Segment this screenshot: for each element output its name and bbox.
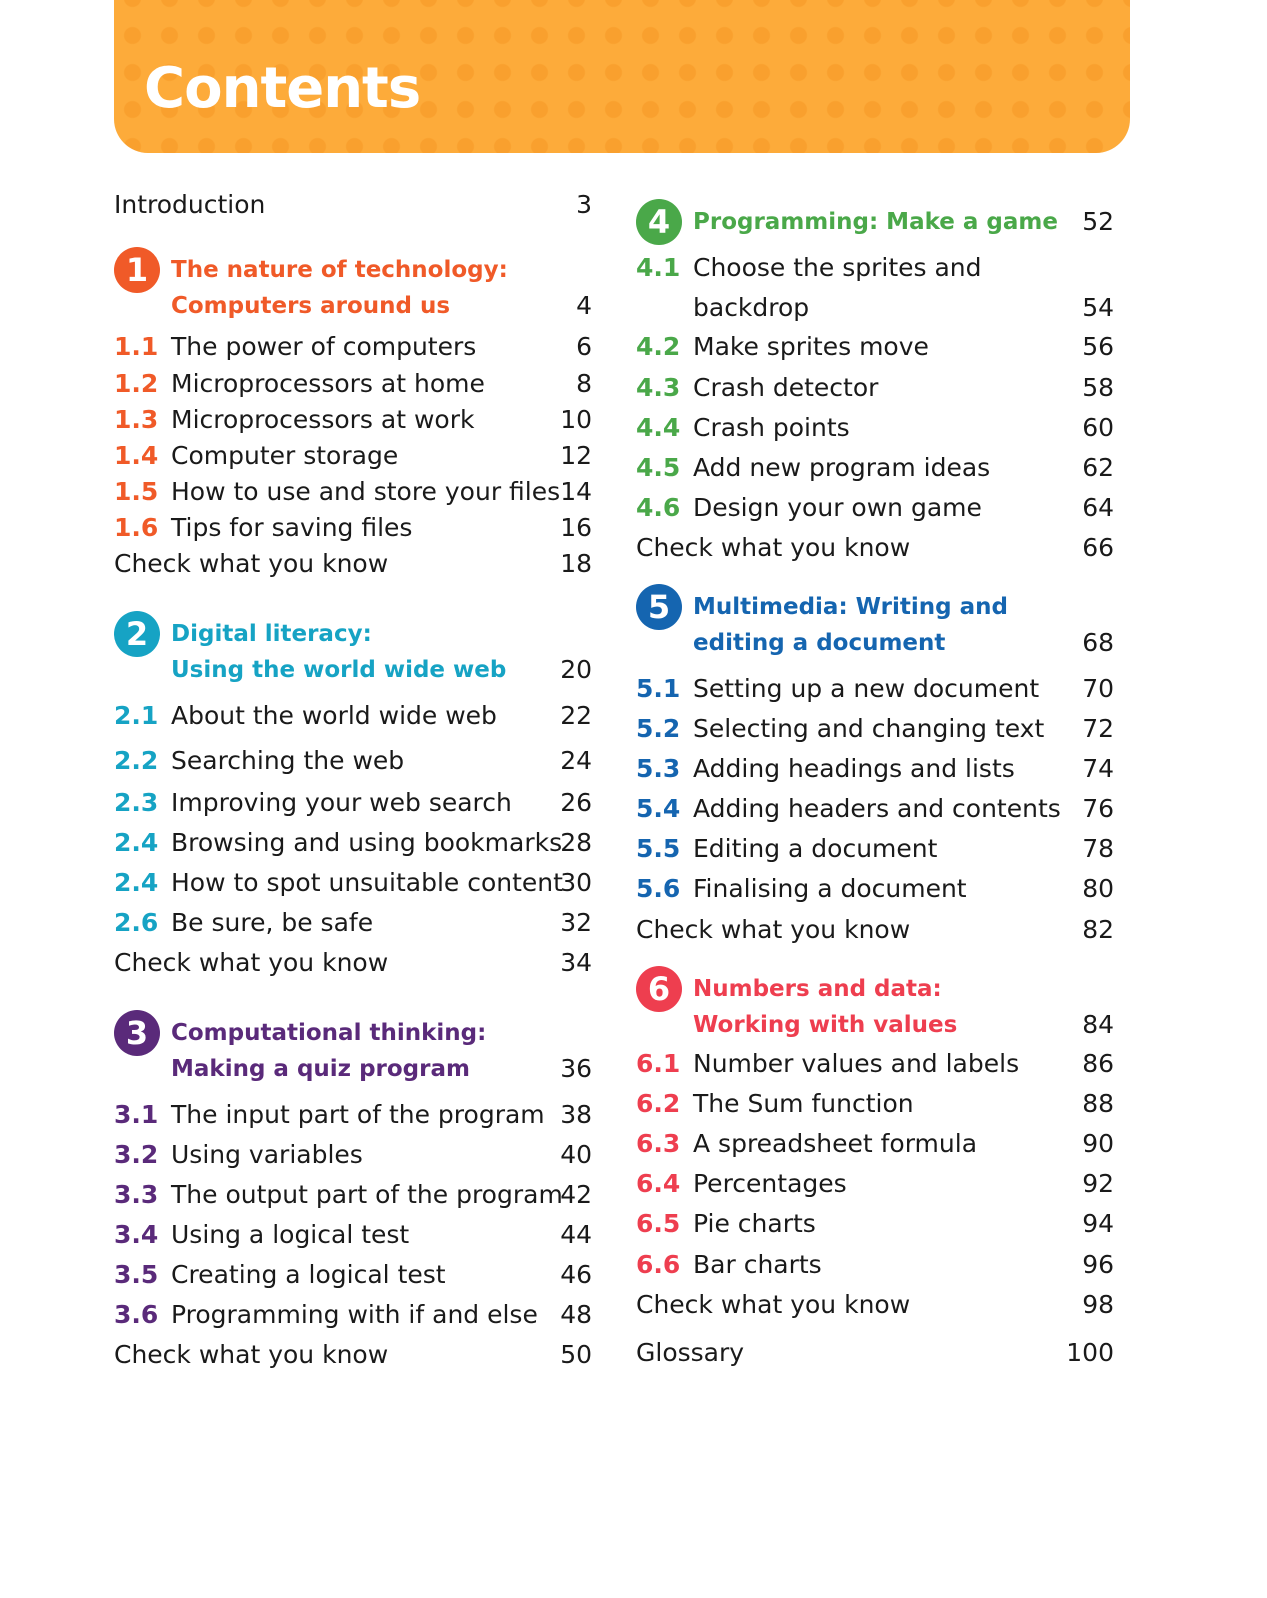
toc-line [114, 1297, 592, 1333]
page-number: 3 [576, 190, 592, 219]
toc-line [114, 1051, 592, 1087]
section-title[interactable]: Introduction [114, 190, 266, 219]
toc-line [636, 1086, 1114, 1122]
page-number: 70 [1082, 674, 1114, 703]
toc-line [114, 1097, 592, 1133]
toc-line [114, 698, 592, 734]
section-title[interactable]: Be sure, be safe [171, 908, 374, 937]
section-title[interactable]: Number values and labels [693, 1049, 1020, 1078]
chapter-number-badge: 1 [114, 247, 160, 293]
toc-line [636, 370, 1114, 406]
section-number: 4.5 [636, 453, 681, 482]
toc-line [636, 1206, 1114, 1242]
page-number: 74 [1082, 754, 1114, 783]
chapter-title[interactable]: Programming: Make a game [693, 209, 1058, 235]
section-number: 4.4 [636, 413, 681, 442]
section-number: 1.4 [114, 441, 159, 470]
page-number: 32 [560, 908, 592, 937]
toc-line [114, 546, 592, 582]
section-title[interactable]: About the world wide web [171, 701, 497, 730]
section-number: 6.4 [636, 1169, 681, 1198]
section-title[interactable]: Bar charts [693, 1250, 822, 1279]
toc-line [114, 1015, 592, 1051]
toc-line [114, 743, 592, 779]
toc-line [636, 329, 1114, 365]
section-number: 6.1 [636, 1049, 681, 1078]
toc-line [114, 252, 592, 288]
toc-line [636, 625, 1114, 661]
section-title[interactable]: How to spot unsuitable content [171, 868, 563, 897]
section-number: 3.2 [114, 1140, 159, 1169]
section-title[interactable]: Editing a document [693, 834, 938, 863]
page-number: 52 [1082, 207, 1114, 236]
section-title[interactable]: Searching the web [171, 746, 405, 775]
section-number: 6.2 [636, 1089, 681, 1118]
section-number: 1.5 [114, 477, 159, 506]
section-title[interactable]: Crash detector [693, 373, 879, 402]
toc-line [636, 711, 1114, 747]
section-title[interactable]: Make sprites move [693, 332, 929, 361]
section-title[interactable]: Check what you know [636, 915, 911, 944]
toc-line [636, 1007, 1114, 1043]
section-number: 5.5 [636, 834, 681, 863]
page-number: 16 [560, 513, 592, 542]
section-title[interactable]: Adding headers and contents [693, 794, 1061, 823]
toc-line [114, 474, 592, 510]
section-number: 2.6 [114, 908, 159, 937]
toc-line [114, 785, 592, 821]
toc-line [636, 530, 1114, 566]
page-number: 12 [560, 441, 592, 470]
section-title[interactable]: Browsing and using bookmarks [171, 828, 563, 857]
toc-line [636, 912, 1114, 948]
page-number: 56 [1082, 332, 1114, 361]
section-title[interactable]: Check what you know [114, 948, 389, 977]
toc-line [636, 490, 1114, 526]
toc-line [114, 366, 592, 402]
section-number: 6.6 [636, 1250, 681, 1279]
chapter-number-badge: 2 [114, 611, 160, 657]
page-number: 10 [560, 405, 592, 434]
chapter-title[interactable]: Making a quiz program [171, 1056, 470, 1082]
page-number: 42 [560, 1180, 592, 1209]
section-number: 3.3 [114, 1180, 159, 1209]
page-number: 68 [1082, 628, 1114, 657]
chapter-number-badge: 3 [114, 1010, 160, 1056]
toc-line [114, 905, 592, 941]
page-number: 46 [560, 1260, 592, 1289]
section-title[interactable]: The power of computers [171, 332, 477, 361]
page-number: 50 [560, 1340, 592, 1369]
page-number: 100 [1066, 1338, 1114, 1367]
toc-line [114, 402, 592, 438]
section-title[interactable]: Percentages [693, 1169, 847, 1198]
chapter-title[interactable]: Computers around us [171, 293, 451, 319]
section-number: 5.1 [636, 674, 681, 703]
section-title[interactable]: The input part of the program [171, 1100, 545, 1129]
section-title[interactable]: Check what you know [636, 533, 911, 562]
section-number: 2.4 [114, 868, 159, 897]
section-number: 1.3 [114, 405, 159, 434]
section-number: 2.2 [114, 746, 159, 775]
section-title[interactable]: Design your own game [693, 493, 982, 522]
section-number: 4.3 [636, 373, 681, 402]
chapter-number-badge: 5 [636, 584, 682, 630]
section-title[interactable]: Improving your web search [171, 788, 512, 817]
toc-line [636, 1335, 1114, 1371]
section-title[interactable]: Pie charts [693, 1209, 816, 1238]
page-number: 60 [1082, 413, 1114, 442]
page-number: 36 [560, 1054, 592, 1083]
toc-line [114, 652, 592, 688]
page-number: 62 [1082, 453, 1114, 482]
toc-line [636, 290, 1114, 326]
section-title[interactable]: Crash points [693, 413, 850, 442]
toc-line [114, 945, 592, 981]
page-title: Contents [144, 56, 421, 121]
toc-line [114, 616, 592, 652]
chapter-title[interactable]: Working with values [693, 1012, 958, 1038]
page-number: 20 [560, 655, 592, 684]
page-number: 98 [1082, 1290, 1114, 1319]
page-number: 48 [560, 1300, 592, 1329]
section-title[interactable]: Adding headings and lists [693, 754, 1015, 783]
section-number: 5.4 [636, 794, 681, 823]
toc-line [636, 1247, 1114, 1283]
page-number: 8 [576, 369, 592, 398]
page-number: 82 [1082, 915, 1114, 944]
chapter-title[interactable]: Multimedia: Writing and [693, 594, 1008, 620]
toc-line [636, 450, 1114, 486]
page-number: 22 [560, 701, 592, 730]
page-number: 92 [1082, 1169, 1114, 1198]
section-number: 3.1 [114, 1100, 159, 1129]
toc-line [114, 1257, 592, 1293]
section-title[interactable]: Programming with if and else [171, 1300, 538, 1329]
toc-line [636, 751, 1114, 787]
page-number: 6 [576, 332, 592, 361]
section-number: 3.4 [114, 1220, 159, 1249]
section-number: 1.2 [114, 369, 159, 398]
section-title[interactable]: The Sum function [693, 1089, 914, 1118]
chapter-title[interactable]: The nature of technology: [171, 257, 508, 283]
toc-line [636, 971, 1114, 1007]
chapter-number-badge: 6 [636, 966, 682, 1012]
section-title[interactable]: Finalising a document [693, 874, 967, 903]
toc-line [114, 510, 592, 546]
chapter-title[interactable]: Numbers and data: [693, 976, 942, 1002]
section-number: 4.6 [636, 493, 681, 522]
toc-line [636, 1166, 1114, 1202]
section-number: 2.4 [114, 828, 159, 857]
section-title[interactable]: Creating a logical test [171, 1260, 446, 1289]
section-title[interactable]: Selecting and changing text [693, 714, 1045, 743]
section-number: 2.3 [114, 788, 159, 817]
section-title[interactable]: Computer storage [171, 441, 399, 470]
page-number: 40 [560, 1140, 592, 1169]
section-title[interactable]: Using a logical test [171, 1220, 410, 1249]
section-number: 2.1 [114, 701, 159, 730]
section-title[interactable]: Microprocessors at home [171, 369, 485, 398]
section-title[interactable]: Glossary [636, 1338, 745, 1367]
toc-line [114, 865, 592, 901]
section-number: 6.3 [636, 1129, 681, 1158]
page-number: 94 [1082, 1209, 1114, 1238]
chapter-number-badge: 4 [636, 199, 682, 245]
section-number: 1.6 [114, 513, 159, 542]
page-number: 54 [1082, 293, 1114, 322]
section-title[interactable]: backdrop [693, 293, 810, 322]
toc-line [114, 1137, 592, 1173]
page-number: 66 [1082, 533, 1114, 562]
toc-line [114, 825, 592, 861]
toc-line [636, 1046, 1114, 1082]
toc-line [114, 1177, 592, 1213]
section-number: 3.6 [114, 1300, 159, 1329]
toc-line [114, 187, 592, 223]
page-number: 58 [1082, 373, 1114, 402]
chapter-title[interactable]: Digital literacy: [171, 621, 372, 647]
section-number: 6.5 [636, 1209, 681, 1238]
section-title[interactable]: How to use and store your files [171, 477, 561, 506]
toc-line [636, 410, 1114, 446]
chapter-title[interactable]: editing a document [693, 630, 946, 656]
section-title[interactable]: Tips for saving files [171, 513, 413, 542]
toc-line [636, 1287, 1114, 1323]
page-number: 78 [1082, 834, 1114, 863]
page-number: 88 [1082, 1089, 1114, 1118]
section-title[interactable]: Check what you know [114, 1340, 389, 1369]
page-number: 90 [1082, 1129, 1114, 1158]
page-number: 96 [1082, 1250, 1114, 1279]
section-number: 5.2 [636, 714, 681, 743]
section-title[interactable]: Check what you know [114, 549, 389, 578]
page-number: 80 [1082, 874, 1114, 903]
page-number: 18 [560, 549, 592, 578]
section-number: 4.1 [636, 253, 681, 282]
section-title[interactable]: Add new program ideas [693, 453, 991, 482]
page-number: 72 [1082, 714, 1114, 743]
page-number: 24 [560, 746, 592, 775]
page-number: 44 [560, 1220, 592, 1249]
toc-line [114, 1337, 592, 1373]
toc-line [636, 204, 1114, 240]
chapter-title[interactable]: Using the world wide web [171, 657, 507, 683]
section-number: 5.3 [636, 754, 681, 783]
section-title[interactable]: A spreadsheet formula [693, 1129, 978, 1158]
chapter-title[interactable]: Computational thinking: [171, 1020, 487, 1046]
page-number: 86 [1082, 1049, 1114, 1078]
toc-line [114, 1217, 592, 1253]
toc-line [636, 589, 1114, 625]
section-title[interactable]: Check what you know [636, 1290, 911, 1319]
section-number: 4.2 [636, 332, 681, 361]
section-title[interactable]: Using variables [171, 1140, 363, 1169]
page-number: 76 [1082, 794, 1114, 823]
toc-line [114, 288, 592, 324]
page-number: 14 [560, 477, 592, 506]
toc-line [636, 250, 1114, 286]
toc-line [114, 329, 592, 365]
section-number: 5.6 [636, 874, 681, 903]
page-number: 84 [1082, 1010, 1114, 1039]
section-title[interactable]: The output part of the program [171, 1180, 563, 1209]
section-number: 3.5 [114, 1260, 159, 1289]
page-number: 28 [560, 828, 592, 857]
page-number: 30 [560, 868, 592, 897]
toc-line [114, 438, 592, 474]
contents-banner [114, 0, 1130, 153]
page-number: 34 [560, 948, 592, 977]
section-title[interactable]: Microprocessors at work [171, 405, 475, 434]
section-title[interactable]: Setting up a new document [693, 674, 1040, 703]
page-number: 64 [1082, 493, 1114, 522]
page-number: 4 [576, 291, 592, 320]
toc-line [636, 1126, 1114, 1162]
page-number: 26 [560, 788, 592, 817]
toc-line [636, 831, 1114, 867]
toc-line [636, 871, 1114, 907]
page-number: 38 [560, 1100, 592, 1129]
toc-line [636, 791, 1114, 827]
toc-line [636, 671, 1114, 707]
section-number: 1.1 [114, 332, 159, 361]
section-title[interactable]: Choose the sprites and [693, 253, 982, 282]
